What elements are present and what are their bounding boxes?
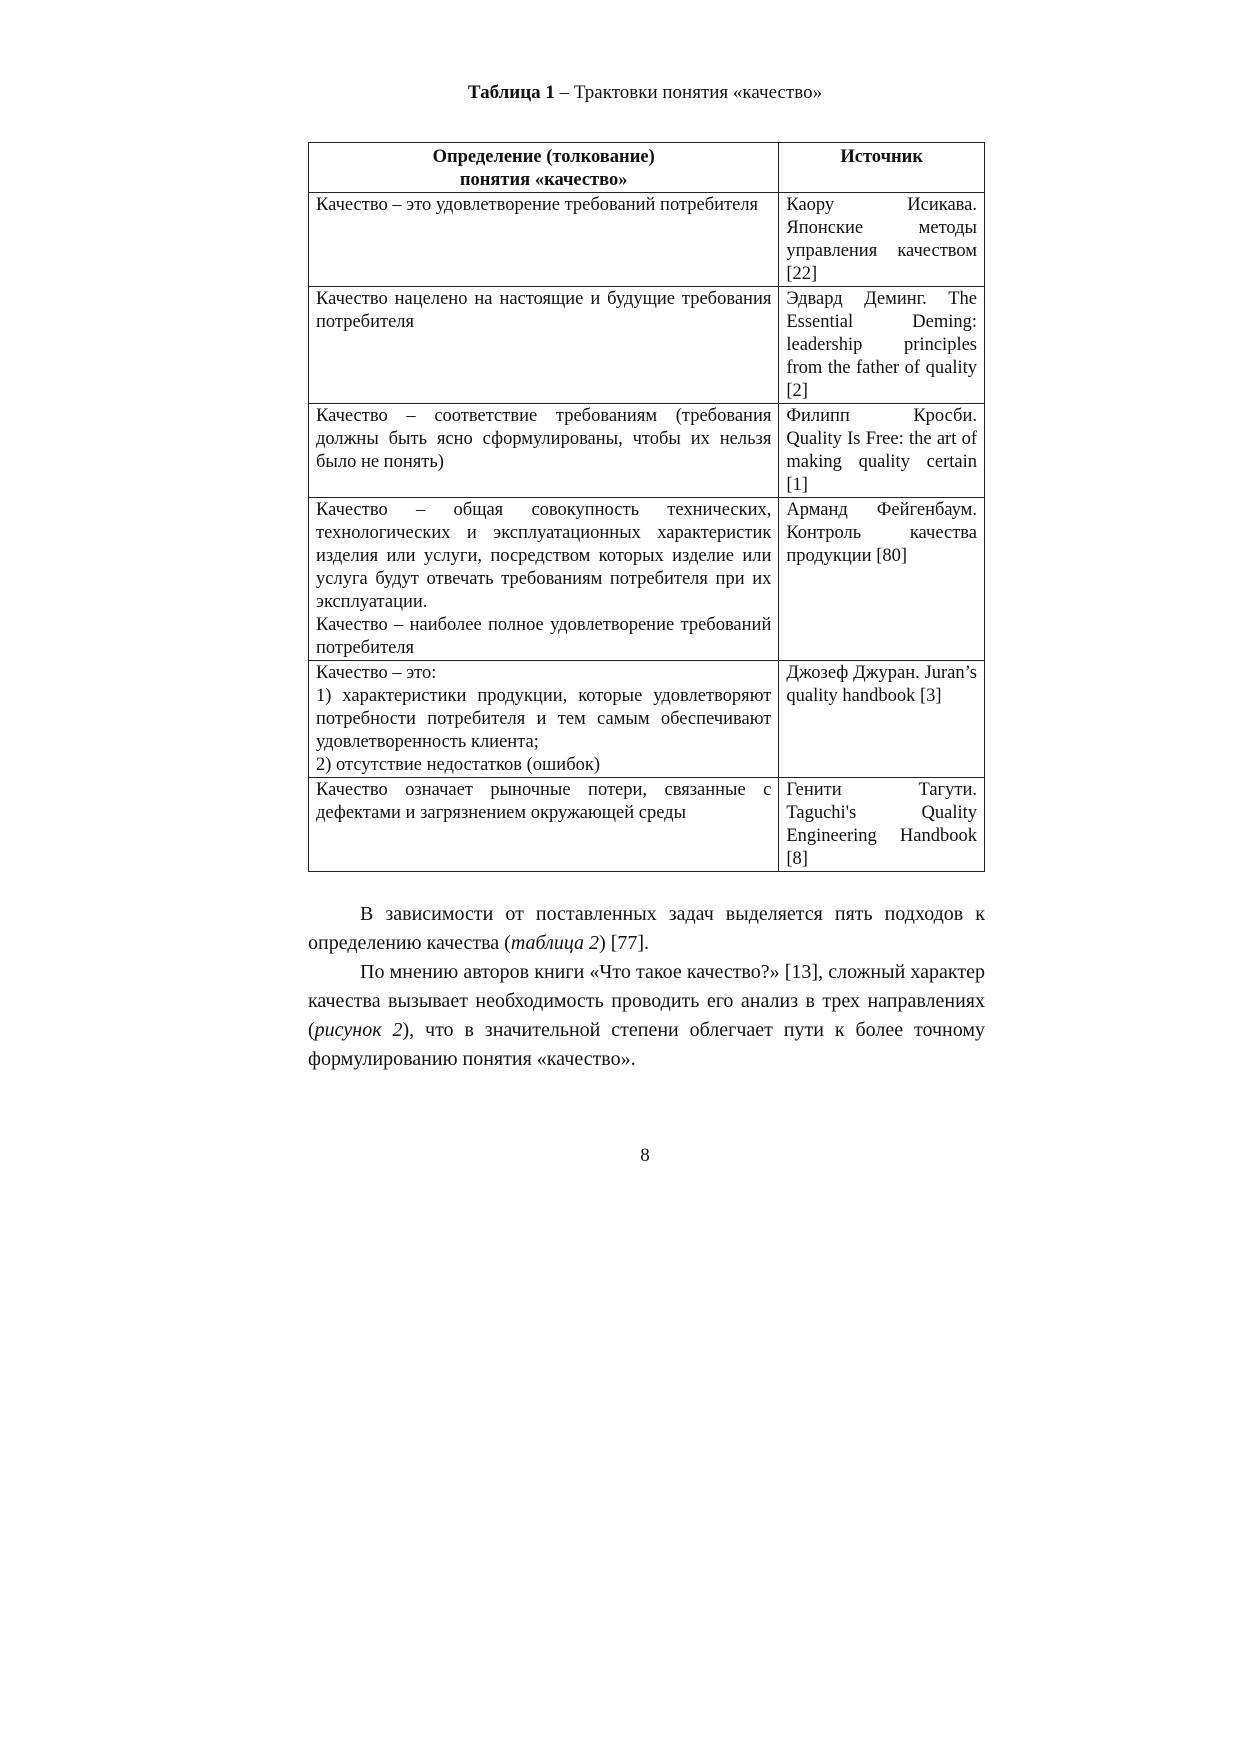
body-text [308, 900, 985, 1074]
definition-line: Качество нацелено на настоящие и будущие требования потребителя [316, 289, 772, 332]
source-cell: Арманд Фейгенбаум. Контроль качества продукции [80] [779, 498, 985, 661]
definition-cell [309, 778, 779, 872]
table-row [309, 498, 985, 661]
definition-cell [309, 193, 779, 287]
figure-reference: рисунок 2 [314, 1019, 403, 1041]
definition-line: Качество – соответствие требованиям (требования должны быть ясно сформулированы, чтобы их нельзя было не понять) [316, 406, 772, 472]
table-header-row [309, 143, 985, 193]
definition-line: 2) отсутствие недостатков (ошибок) [316, 755, 601, 775]
table-caption-label: Таблица 1 [467, 82, 555, 103]
source-cell: Эдвард Деминг. The Essential Deming: leadership principles from the father of quality [2] [779, 287, 985, 404]
paragraph-approaches-text: В зависимости от поставленных задач выделяется пять подходов к определению качества ( [308, 903, 985, 954]
definition-line: 1) характеристики продукции, которые удовлетворяют потребности потребителя и тем самым обеспечивают удовлетворенность клиента; [316, 686, 772, 752]
definitions-table [308, 142, 985, 872]
table-caption-text: – Трактовки понятия «качество» [554, 82, 823, 103]
paragraph-book-opinion-text: По мнению авторов книги «Что такое качество?» [13], сложный характер качества вызывает необходимость проводить его анализ в трех направлениях ( [308, 961, 985, 1041]
table-row [309, 404, 985, 498]
table-row [309, 193, 985, 287]
definition-cell [309, 661, 779, 778]
paragraph-book-opinion-end: ), что в значительной степени облегчает пути к более точному формулированию понятия «качество». [308, 1019, 985, 1070]
source-cell: Генити Тагути. Taguchi's Quality Engineering Handbook [8] [779, 778, 985, 872]
table-caption [0, 82, 1241, 104]
paragraph-book-opinion [308, 958, 985, 1074]
page-number: 8 [640, 1145, 650, 1166]
table-reference: таблица 2 [510, 932, 600, 954]
definition-cell [309, 498, 779, 661]
definition-line: Качество – наиболее полное удовлетворение требований потребителя [316, 615, 772, 658]
header-definition: Определение (толкование) понятия «качество» [309, 143, 779, 193]
source-cell: Джозеф Джуран. Juran’s quality handbook [3] [779, 661, 985, 778]
definition-cell [309, 287, 779, 404]
definition-line: Качество – это: [316, 663, 437, 683]
definition-line: Качество – это удовлетворение требований потребителя [316, 195, 759, 215]
table-row [309, 661, 985, 778]
definition-cell [309, 404, 779, 498]
paragraph-approaches [308, 900, 985, 958]
table-row [309, 778, 985, 872]
header-source: Источник [779, 143, 985, 193]
source-cell: Филипп Кросби. Quality Is Free: the art of making quality certain [1] [779, 404, 985, 498]
definition-line: Качество означает рыночные потери, связанные с дефектами и загрязнением окружающей среды [316, 780, 772, 823]
source-cell: Каору Исикава. Японские методы управления качеством [22] [779, 193, 985, 287]
table-row [309, 287, 985, 404]
paragraph-approaches-end: ) [77]. [599, 932, 650, 954]
definition-line: Качество – общая совокупность технических, технологических и эксплуатационных характеристик изделия или услуги, посредством которых изделие или услуга будут отвечать требованиям потребителя при их эксплуатации. [316, 500, 772, 612]
